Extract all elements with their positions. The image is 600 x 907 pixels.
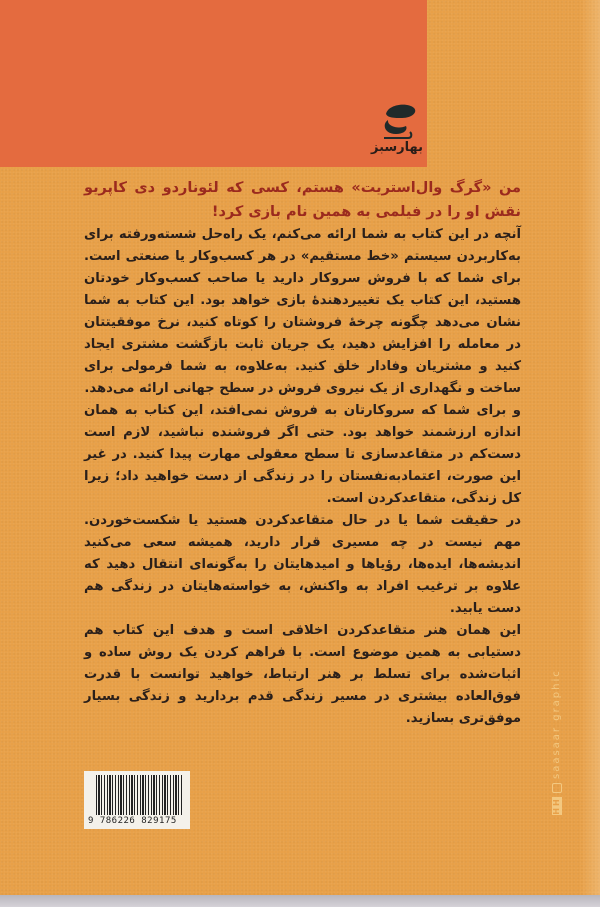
designer-name: saasaar graphic bbox=[551, 669, 562, 779]
instagram-icon bbox=[552, 783, 562, 793]
isbn-number: 9 786226 829175 bbox=[88, 816, 177, 826]
isbn-barcode bbox=[84, 771, 190, 829]
blurb-paragraph: این همان هنر متقاعدکردن اخلاقی است و هدف این کتاب هم دستیابی به همین موضوع است. با فراهم کردن یک روش ساده و اثبات‌شده برای تسلط بر هنر ارتباط، خواهید توانست با قدرت فوق‌العاده بیشتری در مسیر زندگی قدم بردارید و زندگی بسیار موفق‌تری بسازید. bbox=[84, 623, 521, 726]
designer-mark-icon: HH bbox=[551, 797, 561, 815]
designer-credit bbox=[551, 669, 562, 815]
barcode-bars bbox=[96, 775, 182, 815]
top-color-band bbox=[0, 0, 427, 167]
blurb-paragraph: آنچه در این کتاب به شما ارائه می‌کنم، یک راه‌حل شسته‌ورفته برای به‌کاربردن سیستم «خط مستقیم» در هر کسب‌وکار یا صنعتی است. برای شما که با فروش سروکار دارید یا صاحب کسب‌وکار خودتان هستید، این کتاب یک تغییردهندهٔ بازی خواهد بود. این کتاب به شما نشان می‌دهد چگونه چرخهٔ فروشتان را کوتاه کنید، نرخ موفقیتتان در معامله را افزایش دهید، یک جریان ثابت بازگشت مشتری ایجاد کنید و مشتریان وفادار خلق کنید. به‌علاوه، به شما فرمولی برای ساخت و نگهداری از یک نیروی فروش در سطح جهانی ارائه می‌دهد. bbox=[84, 227, 521, 396]
publisher-name: بهارسبز bbox=[370, 140, 423, 155]
blurb-paragraph: در حقیقت شما یا در حال متقاعدکردن هستید یا شکست‌خوردن. مهم نیست در چه مسیری قرار دارید، همیشه سعی می‌کنید اندیشه‌ها، ایده‌ها، رؤیاها و امیدهایتان را به‌گونه‌ای انتقال دهید که علاوه بر ترغیب افراد به واکنش، به خواسته‌هایتان در زندگی هم دست یابید. bbox=[84, 513, 521, 616]
lead-quote: من «گرگ وال‌استریت» هستم، کسی که لئوناردو دی کاپریو نقش او را در فیلمی به همین نام بازی کرد! bbox=[84, 180, 521, 220]
blurb bbox=[84, 176, 521, 730]
blurb-paragraph: و برای شما که سروکارتان به فروش نمی‌افتد، این کتاب به همان اندازه ارزشمند خواهد بود. حتی اگر فروشنده نباشید، لازم است دست‌کم در متقاعدسازی تا سطح معقولی مهارت پیدا کنید. در غیر این صورت، اعتمادبه‌نفستان را در زندگی از دست خواهید داد؛ زیرا کل زندگی، متقاعدکردن است. bbox=[84, 403, 521, 506]
surface-edge bbox=[0, 895, 600, 907]
